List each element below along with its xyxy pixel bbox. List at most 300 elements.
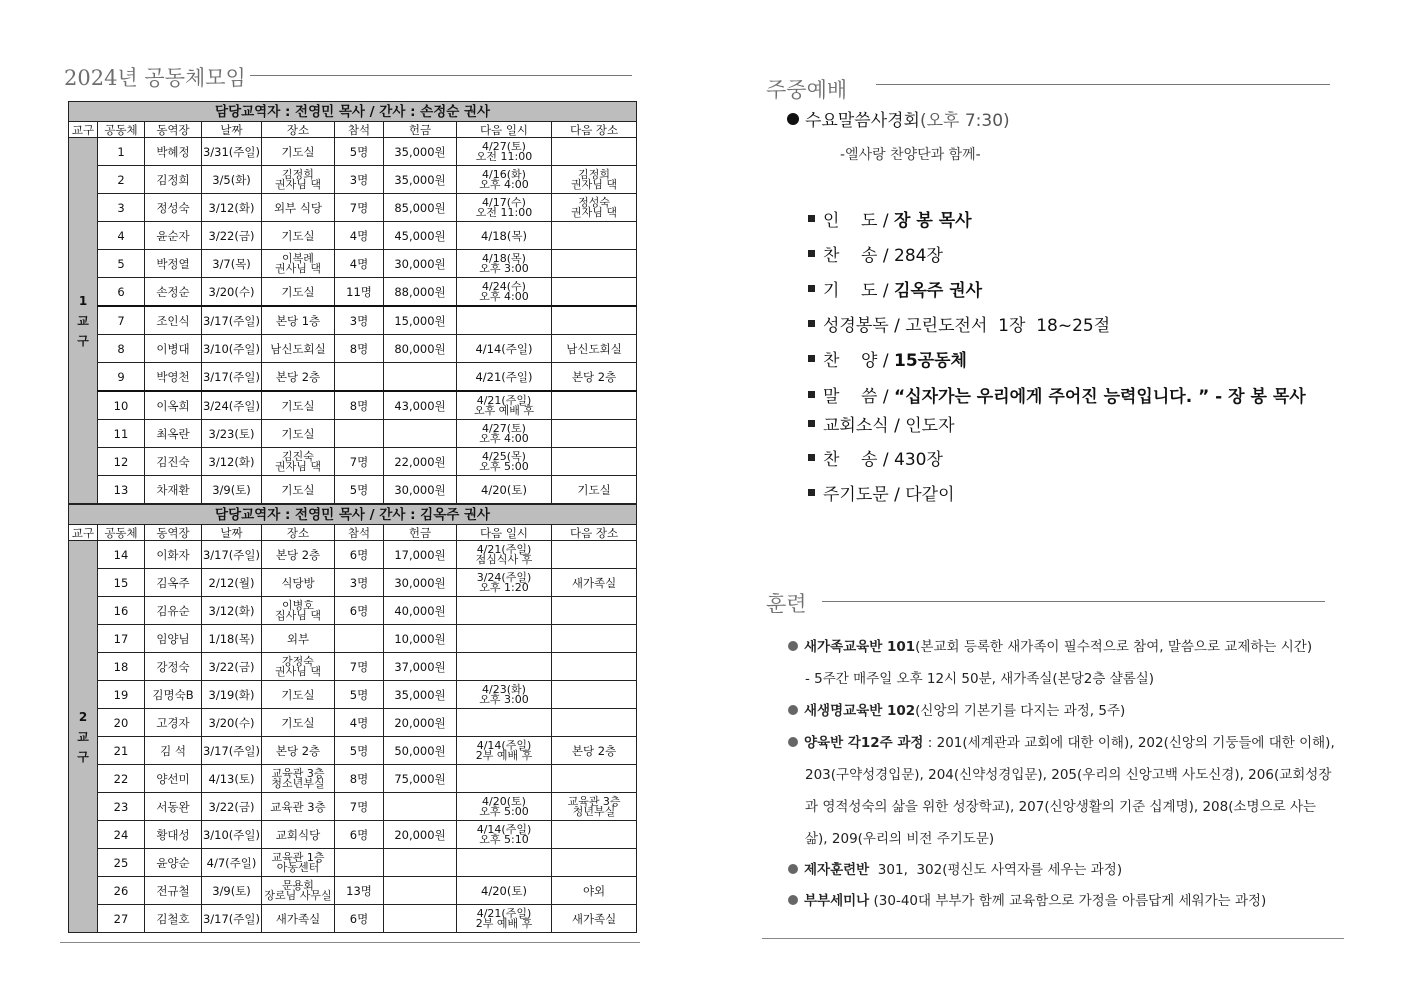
training-desc: 과 영적성숙의 삶을 위한 성장학교), 207(신앙생활의 기준 십계명), 208(소명으로 사는: [805, 799, 1317, 815]
table-cell: 20,000원: [384, 709, 457, 737]
training-item: [788, 889, 1266, 909]
table-cell: 3명: [335, 166, 384, 194]
table-cell: 3/12(화): [202, 448, 262, 476]
table-cell: 3/17(주일): [202, 541, 262, 569]
table-cell: 3/24(주일): [202, 391, 262, 420]
table-cell: 4/21(주일) 오후 예배 후: [457, 391, 552, 420]
table-cell: 남신도회실: [262, 335, 335, 363]
table-cell: 5명: [335, 681, 384, 709]
table-cell: 4/21(주일) 2부 예배 후: [457, 905, 552, 933]
column-header: 다음 일시: [457, 525, 552, 541]
group-banner: 담당교역자 : 전영민 목사 / 간사 : 김옥주 권사: [69, 505, 637, 525]
table-cell: [552, 541, 637, 569]
table-cell: 4/14(주일) 오후 5:10: [457, 821, 552, 849]
order-item: [808, 445, 943, 470]
table-cell: [457, 709, 552, 737]
bullet-icon: [788, 737, 798, 747]
table-cell: 3명: [335, 306, 384, 335]
table-cell: 교육관 3층: [262, 793, 335, 821]
table-cell: 12: [98, 448, 145, 476]
table-cell: 7명: [335, 194, 384, 222]
district-label: [69, 541, 98, 933]
order-value: 고린도전서 1장 18~25절: [905, 316, 1111, 336]
table-row: [69, 420, 637, 448]
table-cell: 3/12(화): [202, 194, 262, 222]
table-cell: 4/18(목): [457, 222, 552, 250]
table-row: [69, 448, 637, 476]
table-cell: 45,000원: [384, 222, 457, 250]
table-cell: 기도실: [262, 709, 335, 737]
order-item: [808, 480, 955, 505]
order-item: [808, 241, 943, 266]
training-title-rule: [822, 601, 1325, 602]
column-header: 동역장: [145, 122, 202, 138]
table-cell: 김옥주: [145, 569, 202, 597]
square-bullet-icon: [808, 320, 815, 327]
worship-section-title: 주중예배: [766, 78, 848, 102]
table-row: [69, 569, 637, 597]
table-row: [69, 363, 637, 392]
table-cell: 황대성: [145, 821, 202, 849]
order-separator: /: [877, 387, 895, 407]
table-cell: [552, 222, 637, 250]
table-cell: 본당 1층: [262, 306, 335, 335]
table-cell: 24: [98, 821, 145, 849]
table-cell: 7: [98, 306, 145, 335]
table-row: [69, 849, 637, 877]
table-cell: 김진숙 권자님 댁: [262, 448, 335, 476]
table-cell: 외부: [262, 625, 335, 653]
bullet-icon: [787, 113, 799, 125]
table-cell: 김철호: [145, 905, 202, 933]
table-cell: 50,000원: [384, 737, 457, 765]
table-cell: 21: [98, 737, 145, 765]
table-cell: 4/16(화) 오후 4:00: [457, 166, 552, 194]
table-cell: 3/20(수): [202, 709, 262, 737]
table-cell: 13명: [335, 877, 384, 905]
square-bullet-icon: [808, 454, 815, 461]
table-row: [69, 476, 637, 504]
table-cell: 이병호 집사님 댁: [262, 597, 335, 625]
square-bullet-icon: [808, 420, 815, 427]
table-row: [69, 877, 637, 905]
table-cell: 88,000원: [384, 278, 457, 307]
district-label-char: 구: [77, 749, 89, 764]
table-cell: 17,000원: [384, 541, 457, 569]
table-cell: 11명: [335, 278, 384, 307]
table-cell: 3/17(주일): [202, 306, 262, 335]
column-header: 공동체: [98, 525, 145, 541]
table-cell: 김 석: [145, 737, 202, 765]
table-cell: [552, 597, 637, 625]
table-cell: 4/20(토): [457, 476, 552, 504]
table-cell: 10,000원: [384, 625, 457, 653]
table-cell: 4/27(토) 오후 4:00: [457, 420, 552, 448]
column-header: 동역장: [145, 525, 202, 541]
table-cell: 6명: [335, 541, 384, 569]
table-row: [69, 905, 637, 933]
order-item: [808, 276, 982, 301]
training-item: [788, 635, 1312, 655]
table-cell: [335, 849, 384, 877]
table-cell: [457, 849, 552, 877]
table-cell: 3/9(토): [202, 877, 262, 905]
table-cell: 3/17(주일): [202, 905, 262, 933]
table-cell: 기도실: [262, 420, 335, 448]
order-value: 장 봉 목사: [894, 211, 972, 231]
order-separator: /: [877, 211, 895, 231]
table-cell: [552, 681, 637, 709]
table-cell: 기도실: [262, 681, 335, 709]
table-cell: 박정열: [145, 250, 202, 278]
table-row: [69, 306, 637, 335]
table-cell: 26: [98, 877, 145, 905]
table-cell: 30,000원: [384, 250, 457, 278]
table-cell: 4/21(주일): [457, 363, 552, 392]
table-cell: 김명숙B: [145, 681, 202, 709]
district-label-char: 2: [78, 709, 88, 724]
service-heading: [787, 106, 1010, 131]
table-cell: 김진숙: [145, 448, 202, 476]
column-header: 참석: [335, 122, 384, 138]
district-label-char: 1: [78, 293, 88, 308]
order-label: 찬 양: [823, 351, 878, 371]
column-header: 교구: [69, 525, 98, 541]
table-cell: [457, 306, 552, 335]
table-cell: 15,000원: [384, 306, 457, 335]
table-cell: 식당방: [262, 569, 335, 597]
table-cell: [552, 420, 637, 448]
order-value: 430장: [894, 450, 943, 470]
table-cell: 4명: [335, 250, 384, 278]
group-2-table: [68, 504, 637, 933]
table-cell: 양선미: [145, 765, 202, 793]
table-cell: 교육관 3층 청소년부실: [262, 765, 335, 793]
table-cell: 4/25(목) 오후 5:00: [457, 448, 552, 476]
table-cell: 35,000원: [384, 138, 457, 166]
table-cell: 기도실: [262, 476, 335, 504]
table-cell: [457, 625, 552, 653]
order-item: [808, 311, 1110, 336]
training-desc: 203(구약성경입문), 204(신약성경입문), 205(우리의 신앙고백 사도신경), 206(교회성장: [805, 767, 1332, 783]
table-cell: 김정희 권자님 댁: [262, 166, 335, 194]
table-cell: 5명: [335, 138, 384, 166]
table-cell: 23: [98, 793, 145, 821]
order-label: 성경봉독: [823, 316, 889, 336]
table-cell: 7명: [335, 653, 384, 681]
district-label-char: 교: [77, 313, 89, 328]
table-cell: 37,000원: [384, 653, 457, 681]
training-item: [805, 827, 994, 847]
table-cell: 새가족실: [552, 569, 637, 597]
table-cell: 27: [98, 905, 145, 933]
table-cell: 22: [98, 765, 145, 793]
table-cell: 17: [98, 625, 145, 653]
table-cell: 4/14(주일) 2부 예배 후: [457, 737, 552, 765]
table-row: [69, 194, 637, 222]
table-cell: 새가족실: [552, 905, 637, 933]
table-cell: 22,000원: [384, 448, 457, 476]
order-label: 기 도: [823, 281, 878, 301]
table-row: [69, 653, 637, 681]
table-cell: 교육관 1층 아동센터: [262, 849, 335, 877]
training-desc: : 201(세계관과 교회에 대한 이해), 202(신앙의 기둥들에 대한 이해),: [923, 735, 1335, 751]
training-item: [805, 795, 1316, 815]
table-cell: 4: [98, 222, 145, 250]
table-cell: 조인식: [145, 306, 202, 335]
table-cell: 1: [98, 138, 145, 166]
square-bullet-icon: [808, 215, 815, 222]
table-cell: [384, 849, 457, 877]
table-cell: 5명: [335, 476, 384, 504]
table-cell: 5명: [335, 737, 384, 765]
table-cell: 35,000원: [384, 166, 457, 194]
table-cell: 4/24(수) 오후 4:00: [457, 278, 552, 307]
table-cell: 3/24(주일) 오후 1:20: [457, 569, 552, 597]
left-title-rule: [250, 75, 632, 76]
bullet-icon: [788, 641, 798, 651]
order-value: “십자가는 우리에게 주어진 능력입니다. ” - 장 봉 목사: [894, 387, 1306, 407]
table-row: [69, 278, 637, 307]
table-row: [69, 821, 637, 849]
table-cell: 본당 2층: [552, 363, 637, 392]
order-separator: /: [877, 281, 895, 301]
order-separator: /: [888, 316, 906, 336]
table-cell: 25: [98, 849, 145, 877]
table-row: [69, 166, 637, 194]
table-cell: 4/20(토) 오후 5:00: [457, 793, 552, 821]
left-page-title: 2024년 공동체모임: [64, 66, 246, 90]
order-value: 다같이: [905, 485, 955, 505]
training-item: [805, 763, 1331, 783]
table-cell: 3/23(토): [202, 420, 262, 448]
table-cell: 4/23(화) 오후 3:00: [457, 681, 552, 709]
table-cell: 이옥희: [145, 391, 202, 420]
order-item: [808, 346, 967, 371]
table-cell: 8: [98, 335, 145, 363]
table-cell: 3/17(주일): [202, 363, 262, 392]
table-cell: 6명: [335, 905, 384, 933]
square-bullet-icon: [808, 489, 815, 496]
table-cell: 3/9(토): [202, 476, 262, 504]
table-cell: 4/21(주일) 점심식사 후: [457, 541, 552, 569]
training-name: 새가족교육반 101: [804, 639, 916, 655]
bullet-icon: [788, 895, 798, 905]
table-cell: 3/19(화): [202, 681, 262, 709]
table-cell: [552, 306, 637, 335]
training-item: [805, 667, 1154, 687]
table-cell: [552, 765, 637, 793]
table-cell: 교회식당: [262, 821, 335, 849]
table-row: [69, 765, 637, 793]
table-cell: 기도실: [552, 476, 637, 504]
order-value: 284장: [894, 246, 943, 266]
table-cell: 남신도회실: [552, 335, 637, 363]
table-cell: 3/10(주일): [202, 335, 262, 363]
column-header: 날짜: [202, 525, 262, 541]
right-bottom-rule: [762, 938, 1344, 939]
table-cell: 6명: [335, 821, 384, 849]
table-row: [69, 222, 637, 250]
table-cell: [552, 250, 637, 278]
square-bullet-icon: [808, 285, 815, 292]
table-cell: 43,000원: [384, 391, 457, 420]
table-cell: 10: [98, 391, 145, 420]
table-cell: 기도실: [262, 138, 335, 166]
service-time: (오후 7:30): [919, 111, 1010, 131]
table-cell: [552, 653, 637, 681]
table-cell: 최옥란: [145, 420, 202, 448]
table-cell: 기도실: [262, 391, 335, 420]
order-value: 인도자: [905, 416, 955, 436]
table-row: [69, 793, 637, 821]
table-cell: [552, 278, 637, 307]
column-header: 다음 장소: [552, 525, 637, 541]
service-subtitle: -엘사랑 찬양단과 함께-: [840, 147, 981, 163]
table-cell: 85,000원: [384, 194, 457, 222]
order-label: 말 씀: [823, 387, 878, 407]
table-cell: 차재환: [145, 476, 202, 504]
table-cell: 9: [98, 363, 145, 392]
table-cell: 3/17(주일): [202, 737, 262, 765]
order-item: [808, 206, 972, 231]
bullet-icon: [788, 864, 798, 874]
service-name: 수요말씀사경회: [805, 111, 920, 131]
table-cell: 20,000원: [384, 821, 457, 849]
order-item: [808, 382, 1306, 407]
table-cell: 14: [98, 541, 145, 569]
table-cell: 8명: [335, 765, 384, 793]
column-header: 참석: [335, 525, 384, 541]
order-label: 인 도: [823, 211, 878, 231]
order-label: 교회소식: [823, 416, 889, 436]
training-item: [788, 731, 1335, 751]
table-row: [69, 335, 637, 363]
table-cell: [552, 709, 637, 737]
order-value: 15공동체: [894, 351, 967, 371]
square-bullet-icon: [808, 355, 815, 362]
bullet-icon: [788, 705, 798, 715]
table-row: [69, 391, 637, 420]
table-cell: 4/13(토): [202, 765, 262, 793]
table-row: [69, 709, 637, 737]
table-cell: [552, 391, 637, 420]
table-cell: 20: [98, 709, 145, 737]
table-cell: 김정희: [145, 166, 202, 194]
training-item: [788, 858, 1122, 878]
table-row: [69, 597, 637, 625]
training-desc: (신앙의 기본기를 다지는 과정, 5주): [915, 703, 1126, 719]
table-row: [69, 737, 637, 765]
table-cell: 18: [98, 653, 145, 681]
table-cell: 30,000원: [384, 569, 457, 597]
table-cell: [335, 363, 384, 392]
training-name: 제자훈련반: [804, 862, 870, 878]
table-cell: 야외: [552, 877, 637, 905]
table-cell: 박혜정: [145, 138, 202, 166]
table-cell: [552, 625, 637, 653]
table-cell: 2: [98, 166, 145, 194]
column-header: 장소: [262, 122, 335, 138]
order-label: 찬 송: [823, 450, 878, 470]
district-label-char: 교: [77, 729, 89, 744]
table-cell: 3/22(금): [202, 793, 262, 821]
table-cell: 본당 2층: [262, 363, 335, 392]
training-desc: (본교회 등록한 새가족이 필수적으로 참여, 말씀으로 교제하는 시간): [915, 639, 1313, 655]
table-cell: [384, 877, 457, 905]
table-cell: 2/12(월): [202, 569, 262, 597]
training-desc: - 5주간 매주일 오후 12시 50분, 새가족실(본당2층 샬롬실): [805, 671, 1155, 687]
table-cell: 기도실: [262, 222, 335, 250]
table-cell: 80,000원: [384, 335, 457, 363]
table-cell: 본당 2층: [552, 737, 637, 765]
table-cell: 3/22(금): [202, 653, 262, 681]
table-cell: 7명: [335, 448, 384, 476]
order-label: 찬 송: [823, 246, 878, 266]
table-cell: [552, 849, 637, 877]
table-cell: 3명: [335, 569, 384, 597]
table-cell: [384, 420, 457, 448]
order-separator: /: [888, 485, 906, 505]
table-cell: 이병대: [145, 335, 202, 363]
table-cell: 문용회 장로님 사무실: [262, 877, 335, 905]
table-cell: 김유순: [145, 597, 202, 625]
table-cell: 3/31(주일): [202, 138, 262, 166]
table-cell: 4명: [335, 709, 384, 737]
table-cell: 3/20(수): [202, 278, 262, 307]
column-header: 다음 장소: [552, 122, 637, 138]
table-cell: 윤양순: [145, 849, 202, 877]
training-item: [788, 699, 1125, 719]
column-header: 헌금: [384, 525, 457, 541]
table-cell: 정성숙 권자님 댁: [552, 194, 637, 222]
table-cell: 4/7(주일): [202, 849, 262, 877]
table-cell: 4/18(목) 오후 3:00: [457, 250, 552, 278]
table-cell: 전규철: [145, 877, 202, 905]
table-cell: 16: [98, 597, 145, 625]
table-cell: 4/14(주일): [457, 335, 552, 363]
column-header: 교구: [69, 122, 98, 138]
table-cell: [384, 363, 457, 392]
training-name: 부부세미나: [804, 893, 870, 909]
column-header: 다음 일시: [457, 122, 552, 138]
table-cell: 6명: [335, 597, 384, 625]
table-cell: 3/22(금): [202, 222, 262, 250]
table-cell: [335, 625, 384, 653]
table-cell: 손정순: [145, 278, 202, 307]
table-cell: 3/5(화): [202, 166, 262, 194]
table-row: [69, 250, 637, 278]
order-item: [808, 411, 955, 436]
training-name: 새생명교육반 102: [804, 703, 916, 719]
table-cell: 이화자: [145, 541, 202, 569]
table-cell: 박영천: [145, 363, 202, 392]
table-cell: 4명: [335, 222, 384, 250]
table-cell: 3/7(목): [202, 250, 262, 278]
order-label: 주기도문: [823, 485, 889, 505]
table-cell: 11: [98, 420, 145, 448]
table-row: [69, 541, 637, 569]
table-cell: 8명: [335, 335, 384, 363]
table-cell: 15: [98, 569, 145, 597]
table-cell: 75,000원: [384, 765, 457, 793]
table-cell: 새가족실: [262, 905, 335, 933]
group-banner: 담당교역자 : 전영민 목사 / 간사 : 손정순 권사: [69, 102, 637, 122]
table-row: [69, 625, 637, 653]
table-cell: 4/27(토) 오전 11:00: [457, 138, 552, 166]
table-cell: 3/12(화): [202, 597, 262, 625]
group-1-table: [68, 101, 637, 504]
